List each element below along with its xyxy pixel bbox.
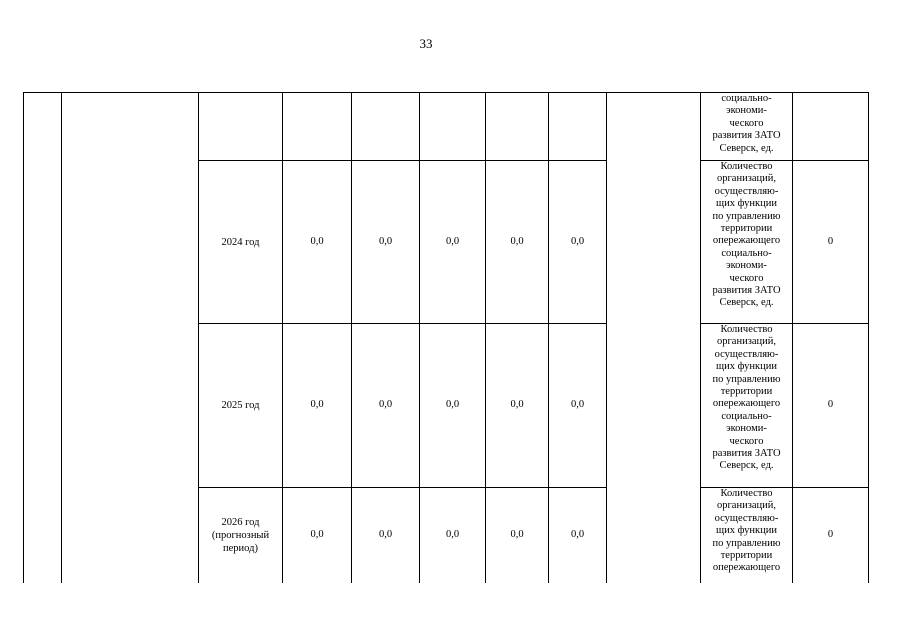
page-number: 33 [419, 36, 433, 51]
value-cell: 0,0 [420, 161, 486, 324]
target-value-cell: 0 [793, 161, 869, 324]
year-cell: 2024 год [199, 161, 283, 324]
value-cell: 0,0 [352, 161, 420, 324]
value-cell: 0,0 [283, 488, 352, 584]
value-cell: 0,0 [549, 161, 607, 324]
value-cell: 0,0 [283, 324, 352, 488]
program-table [23, 92, 869, 584]
value-cell: 0,0 [549, 324, 607, 488]
table-row [24, 93, 869, 161]
value-cell [549, 93, 607, 161]
indicator-cell: Количество организаций, осуществляю- щих функции по управлению территории опережающего социально- экономи- ческого развития ЗАТО Северск, ед. [701, 161, 793, 324]
target-value-cell [793, 93, 869, 161]
year-cell: 2026 год (прогнозный период) [199, 488, 283, 584]
number-cell [24, 93, 62, 584]
year-cell: 2025 год [199, 324, 283, 488]
value-cell [420, 93, 486, 161]
indicator-cell: социально- экономи- ческого развития ЗАТО Северск, ед. [701, 93, 793, 161]
value-cell [486, 93, 549, 161]
task-name-cell [62, 93, 199, 584]
indicator-cell: Количество организаций, осуществляю- щих функции по управлению территории опережающего социально- экономи- ческого развития ЗАТО Северск, ед. [701, 324, 793, 488]
value-cell: 0,0 [486, 161, 549, 324]
executor-cell [607, 93, 701, 584]
target-value-cell: 0 [793, 324, 869, 488]
value-cell: 0,0 [352, 488, 420, 584]
value-cell: 0,0 [486, 324, 549, 488]
target-value-cell: 0 [793, 488, 869, 584]
page-bottom-margin [0, 583, 905, 640]
value-cell: 0,0 [283, 161, 352, 324]
value-cell [352, 93, 420, 161]
value-cell: 0,0 [352, 324, 420, 488]
indicator-cell: Количество организаций, осуществляю- щих функции по управлению территории опережающего [701, 488, 793, 584]
year-cell [199, 93, 283, 161]
value-cell: 0,0 [420, 488, 486, 584]
value-cell [283, 93, 352, 161]
value-cell: 0,0 [486, 488, 549, 584]
value-cell: 0,0 [549, 488, 607, 584]
value-cell: 0,0 [420, 324, 486, 488]
